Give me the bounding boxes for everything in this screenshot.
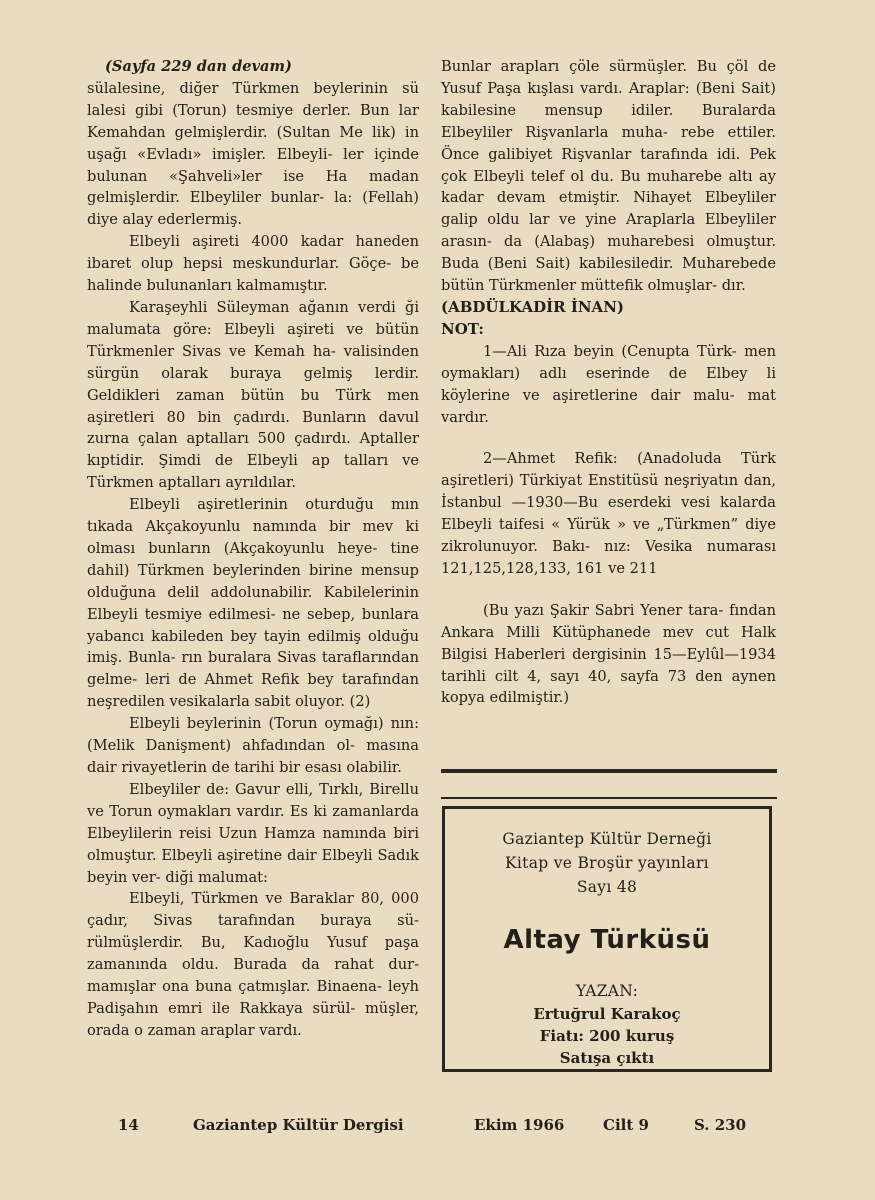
- article-author: (ABDÜLKADİR İNAN): [441, 297, 625, 316]
- ad-status: Satışa çıktı: [559, 1049, 655, 1067]
- ad-book-title: Altay Türküsü: [503, 925, 711, 955]
- paragraph: sülalesine, diğer Türkmen beylerinin sü lalesi gibi (Torun) tesmiye derler. Bun lar Kemahdan gelmişlerdir. (Sultan Me lik) in uşağı «Evladı» imişler. Elbeyli- ler içinde bulunan «Şahveli»ler ise Ha madan gelmişlerdir. Elbeyliler bunlar- la: (Fellah) diye alay ederlermiş.: [87, 79, 419, 229]
- ad-author: Ertuğrul Karakoç: [533, 1005, 681, 1023]
- paragraph: Elbeyli beylerinin (Torun oymağı) nın: (Melik Danişment) ahfadından ol- masına dair rivayetlerin de tarihi bir esası olabilir.: [87, 715, 419, 776]
- notes: [441, 341, 776, 710]
- divider-rule: [441, 797, 777, 799]
- ad-series: Kitap ve Broşür yayınları: [505, 854, 709, 872]
- divider-rule: [441, 769, 777, 773]
- ad-publisher: Gaziantep Kültür Derneği: [502, 830, 712, 848]
- volume-number: Cilt 9: [603, 1116, 649, 1134]
- footnote-1: 1—Ali Rıza beyin (Cenupta Türk- men oymakları) adlı eserinde de Elbey li köylerine ve aşiretlerine dair malu- mat vardır.: [441, 342, 776, 426]
- source-note: (Bu yazı Şakir Sabri Yener tara- fından Ankara Milli Kütüphanede mev cut Halk Bilgisi Haberleri dergisinin 15—Eylûl—1934 tarihli cilt 4, sayı 40, sayfa 73 den aynen kopya edilmiştir.): [441, 601, 776, 707]
- issue-number: S. 230: [694, 1116, 747, 1134]
- paragraph: Bunlar arapları çöle sürmüşler. Bu çöl de Yusuf Paşa kışlası vardı. Araplar: (Beni Sait) kabilesine mensup idiler. Buralarda Elbeyliler Rişvanlarla muha- rebe ettiler. Önce galibiyet Rişvanlar tarafında idi. Pek çok Elbeyli telef ol du. Bu muharebe altı ay kadar devam etmiştir. Nihayet Elbeyliler galip oldu lar ve yine Araplarla Elbeyliler arasın- da (Alabaş) muharebesi olmuştur. Buda (Beni Sait) kabilesiledir. Muharebede bütün Türkmenler müttefik olmuşlar- dır.: [441, 58, 776, 295]
- page-number: 14: [118, 1116, 139, 1134]
- ad-price: Fiatı: 200 kuruş: [539, 1027, 675, 1045]
- paragraph: Elbeyli aşireti 4000 kadar haneden ibaret olup hepsi meskundurlar. Göçe- be halinde bulunanları kalmamıştır.: [87, 233, 419, 295]
- ad-issue-number: Sayı 48: [576, 878, 638, 896]
- notes-heading: NOT:: [441, 319, 484, 338]
- continuation-note: (Sayfa 229 dan devam): [105, 58, 292, 75]
- paragraph: Elbeyliler de: Gavur elli, Tırklı, Birellu ve Torun oymakları vardır. Es ki zamanlarda Elbeylilerin reisi Uzun Hamza namında biri olmuştur. Elbeyli aşiretine dair Elbeyli Sadık beyin ver- diği malumat:: [87, 780, 419, 886]
- ad-author-label: YAZAN:: [575, 982, 639, 1000]
- advertisement-box: [442, 806, 772, 1072]
- issue-date: Ekim 1966: [474, 1116, 565, 1134]
- paragraph: Elbeyli, Türkmen ve Baraklar 80, 000 çadır, Sivas tarafından buraya sü- rülmüşlerdir. Bu, Kadıoğlu Yusuf paşa zamanında oldu. Burada da rahat dur- mamışlar ona buna çatmışlar. Binaena- leyh Padişahın emri ile Rakkaya sürül- müşler, orada o zaman araplar vardı.: [87, 890, 419, 1039]
- paragraph: Karaşeyhli Süleyman ağanın verdi ği malumata göre: Elbeyli aşireti ve bütün Türkmenler Sivas ve Kemah ha- valisinden sürgün olarak buraya gelmiş lerdir. Geldikleri zaman bütün bu Türk men aşiretleri 80 bin çadırdı. Bunların davul zurna çalan aptalları 500 çadırdı. Aptaller kıptidir. Şimdi de Elbeyli ap talları ve Türkmen aptalları ayrıldılar.: [87, 298, 419, 492]
- journal-name: Gaziantep Kültür Dergisi: [193, 1116, 404, 1134]
- paragraph: Elbeyli aşiretlerinin oturduğu mın tıkada Akçakoyunlu namında bir mev ki olması bunların (Akçakoyunlu heye- tine dahil) Türkmen beylerinden birine mensup olduğuna delil addolunabilir. Kabilelerinin Elbeyli tesmiye edilmesi- ne sebep, bunlara yabancı kabileden bey tayin edilmiş olduğu imiş. Bunla- rın buralara Sivas taraflarından gelme- leri de Ahmet Refik bey tarafından neşredilen vesikalarla sabit oluyor. (2): [87, 496, 419, 711]
- footnote-2: 2—Ahmet Refik: (Anadoluda Türk aşiretleri) Türkiyat Enstitüsü neşriyatın dan, İstanbul —1930—Bu eserdeki vesi kalarda Elbeyli taifesi « Yürük » ve „Türkmen” diye zikrolunuyor. Bakı- nız: Vesika numarası 121,125,128,133, 161 ve 211: [441, 450, 776, 577]
- left-column: [87, 56, 419, 1042]
- right-column: [441, 56, 776, 709]
